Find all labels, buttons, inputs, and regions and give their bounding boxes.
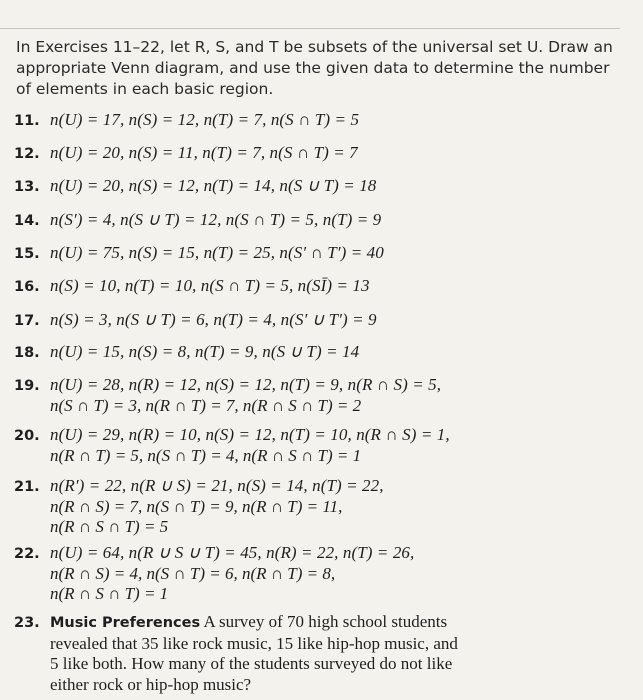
exercise-data: n(S′) = 4, n(S ∪ T) = 12, n(S ∩ T) = 5, n(T) = 9 <box>50 210 382 229</box>
exercise-14 <box>14 210 624 231</box>
exercise-number: 20. <box>14 428 40 444</box>
exercise-instructions: In Exercises 11–22, let R, S, and T be subsets of the universal set U. Draw an appropriate Venn diagram, and use the given data to determine the number of elements in each basic region. <box>16 38 613 98</box>
exercise-23 <box>14 612 534 695</box>
exercise-data: n(R′) = 22, n(R ∪ S) = 21, n(S) = 14, n(T) = 22, <box>50 476 384 495</box>
exercise-number: 12. <box>14 146 40 162</box>
exercise-12 <box>14 143 624 164</box>
exercise-number: 22. <box>14 546 40 562</box>
exercise-number: 23. <box>14 615 40 631</box>
exercise-data-continued: n(R ∩ S ∩ T) = 1 <box>50 584 169 603</box>
exercise-21 <box>14 476 624 537</box>
exercise-data-continued: n(R ∩ S) = 7, n(S ∩ T) = 9, n(R ∩ T) = 11, <box>50 497 343 516</box>
exercise-text-continued: either rock or hip-hop music? <box>50 674 252 694</box>
exercise-data: n(S) = 3, n(S ∪ T) = 6, n(T) = 4, n(S′ ∪ T′) = 9 <box>50 310 377 329</box>
exercise-data-continued: n(R ∩ S) = 4, n(S ∩ T) = 6, n(R ∩ T) = 8, <box>50 564 336 583</box>
exercise-20 <box>14 425 624 466</box>
exercise-number: 15. <box>14 246 40 262</box>
exercise-text: A survey of 70 high school students <box>203 612 448 631</box>
exercise-number: 19. <box>14 378 40 394</box>
exercise-data: n(U) = 75, n(S) = 15, n(T) = 25, n(S′ ∩ T′) = 40 <box>50 243 384 262</box>
exercise-11 <box>14 110 624 131</box>
exercise-data-continued: n(S ∩ T) = 3, n(R ∩ T) = 7, n(R ∩ S ∩ T) = 2 <box>50 396 362 415</box>
top-rule <box>0 28 620 29</box>
exercise-title: Music Preferences <box>50 615 201 631</box>
exercise-22 <box>14 543 624 604</box>
exercise-13 <box>14 176 624 197</box>
exercise-data: n(U) = 20, n(S) = 11, n(T) = 7, n(S ∩ T) = 7 <box>50 143 358 162</box>
exercise-16 <box>14 276 624 297</box>
exercise-data: n(U) = 64, n(R ∪ S ∪ T) = 45, n(R) = 22, n(T) = 26, <box>50 543 415 562</box>
exercise-number: 16. <box>14 279 40 295</box>
exercise-data-continued: n(R ∩ T) = 5, n(S ∩ T) = 4, n(R ∩ S ∩ T) = 1 <box>50 446 362 465</box>
exercise-data: n(U) = 28, n(R) = 12, n(S) = 12, n(T) = 9, n(R ∩ S) = 5, <box>50 375 442 394</box>
exercise-text-continued: revealed that 35 like rock music, 15 like hip-hop music, and <box>50 633 458 653</box>
exercise-data: n(S) = 10, n(T) = 10, n(S ∩ T) = 5, n(SĪ) = 13 <box>50 276 370 295</box>
exercise-data: n(U) = 29, n(R) = 10, n(S) = 12, n(T) = 10, n(R ∩ S) = 1, <box>50 425 450 444</box>
exercise-19 <box>14 375 624 416</box>
exercise-data: n(U) = 17, n(S) = 12, n(T) = 7, n(S ∩ T) = 5 <box>50 110 360 129</box>
exercise-text-continued: 5 like both. How many of the students surveyed do not like <box>50 654 453 673</box>
exercise-18 <box>14 342 624 363</box>
exercise-data-continued: n(R ∩ S ∩ T) = 5 <box>50 517 169 536</box>
exercise-data: n(U) = 15, n(S) = 8, n(T) = 9, n(S ∪ T) = 14 <box>50 342 360 361</box>
exercise-data: n(U) = 20, n(S) = 12, n(T) = 14, n(S ∪ T) = 18 <box>50 176 377 195</box>
exercise-number: 11. <box>14 113 40 129</box>
exercise-number: 13. <box>14 179 40 195</box>
exercise-15 <box>14 243 624 264</box>
exercise-17 <box>14 310 624 331</box>
exercise-number: 18. <box>14 345 40 361</box>
exercise-number: 14. <box>14 213 40 229</box>
exercise-number: 21. <box>14 479 40 495</box>
exercise-number: 17. <box>14 313 40 329</box>
